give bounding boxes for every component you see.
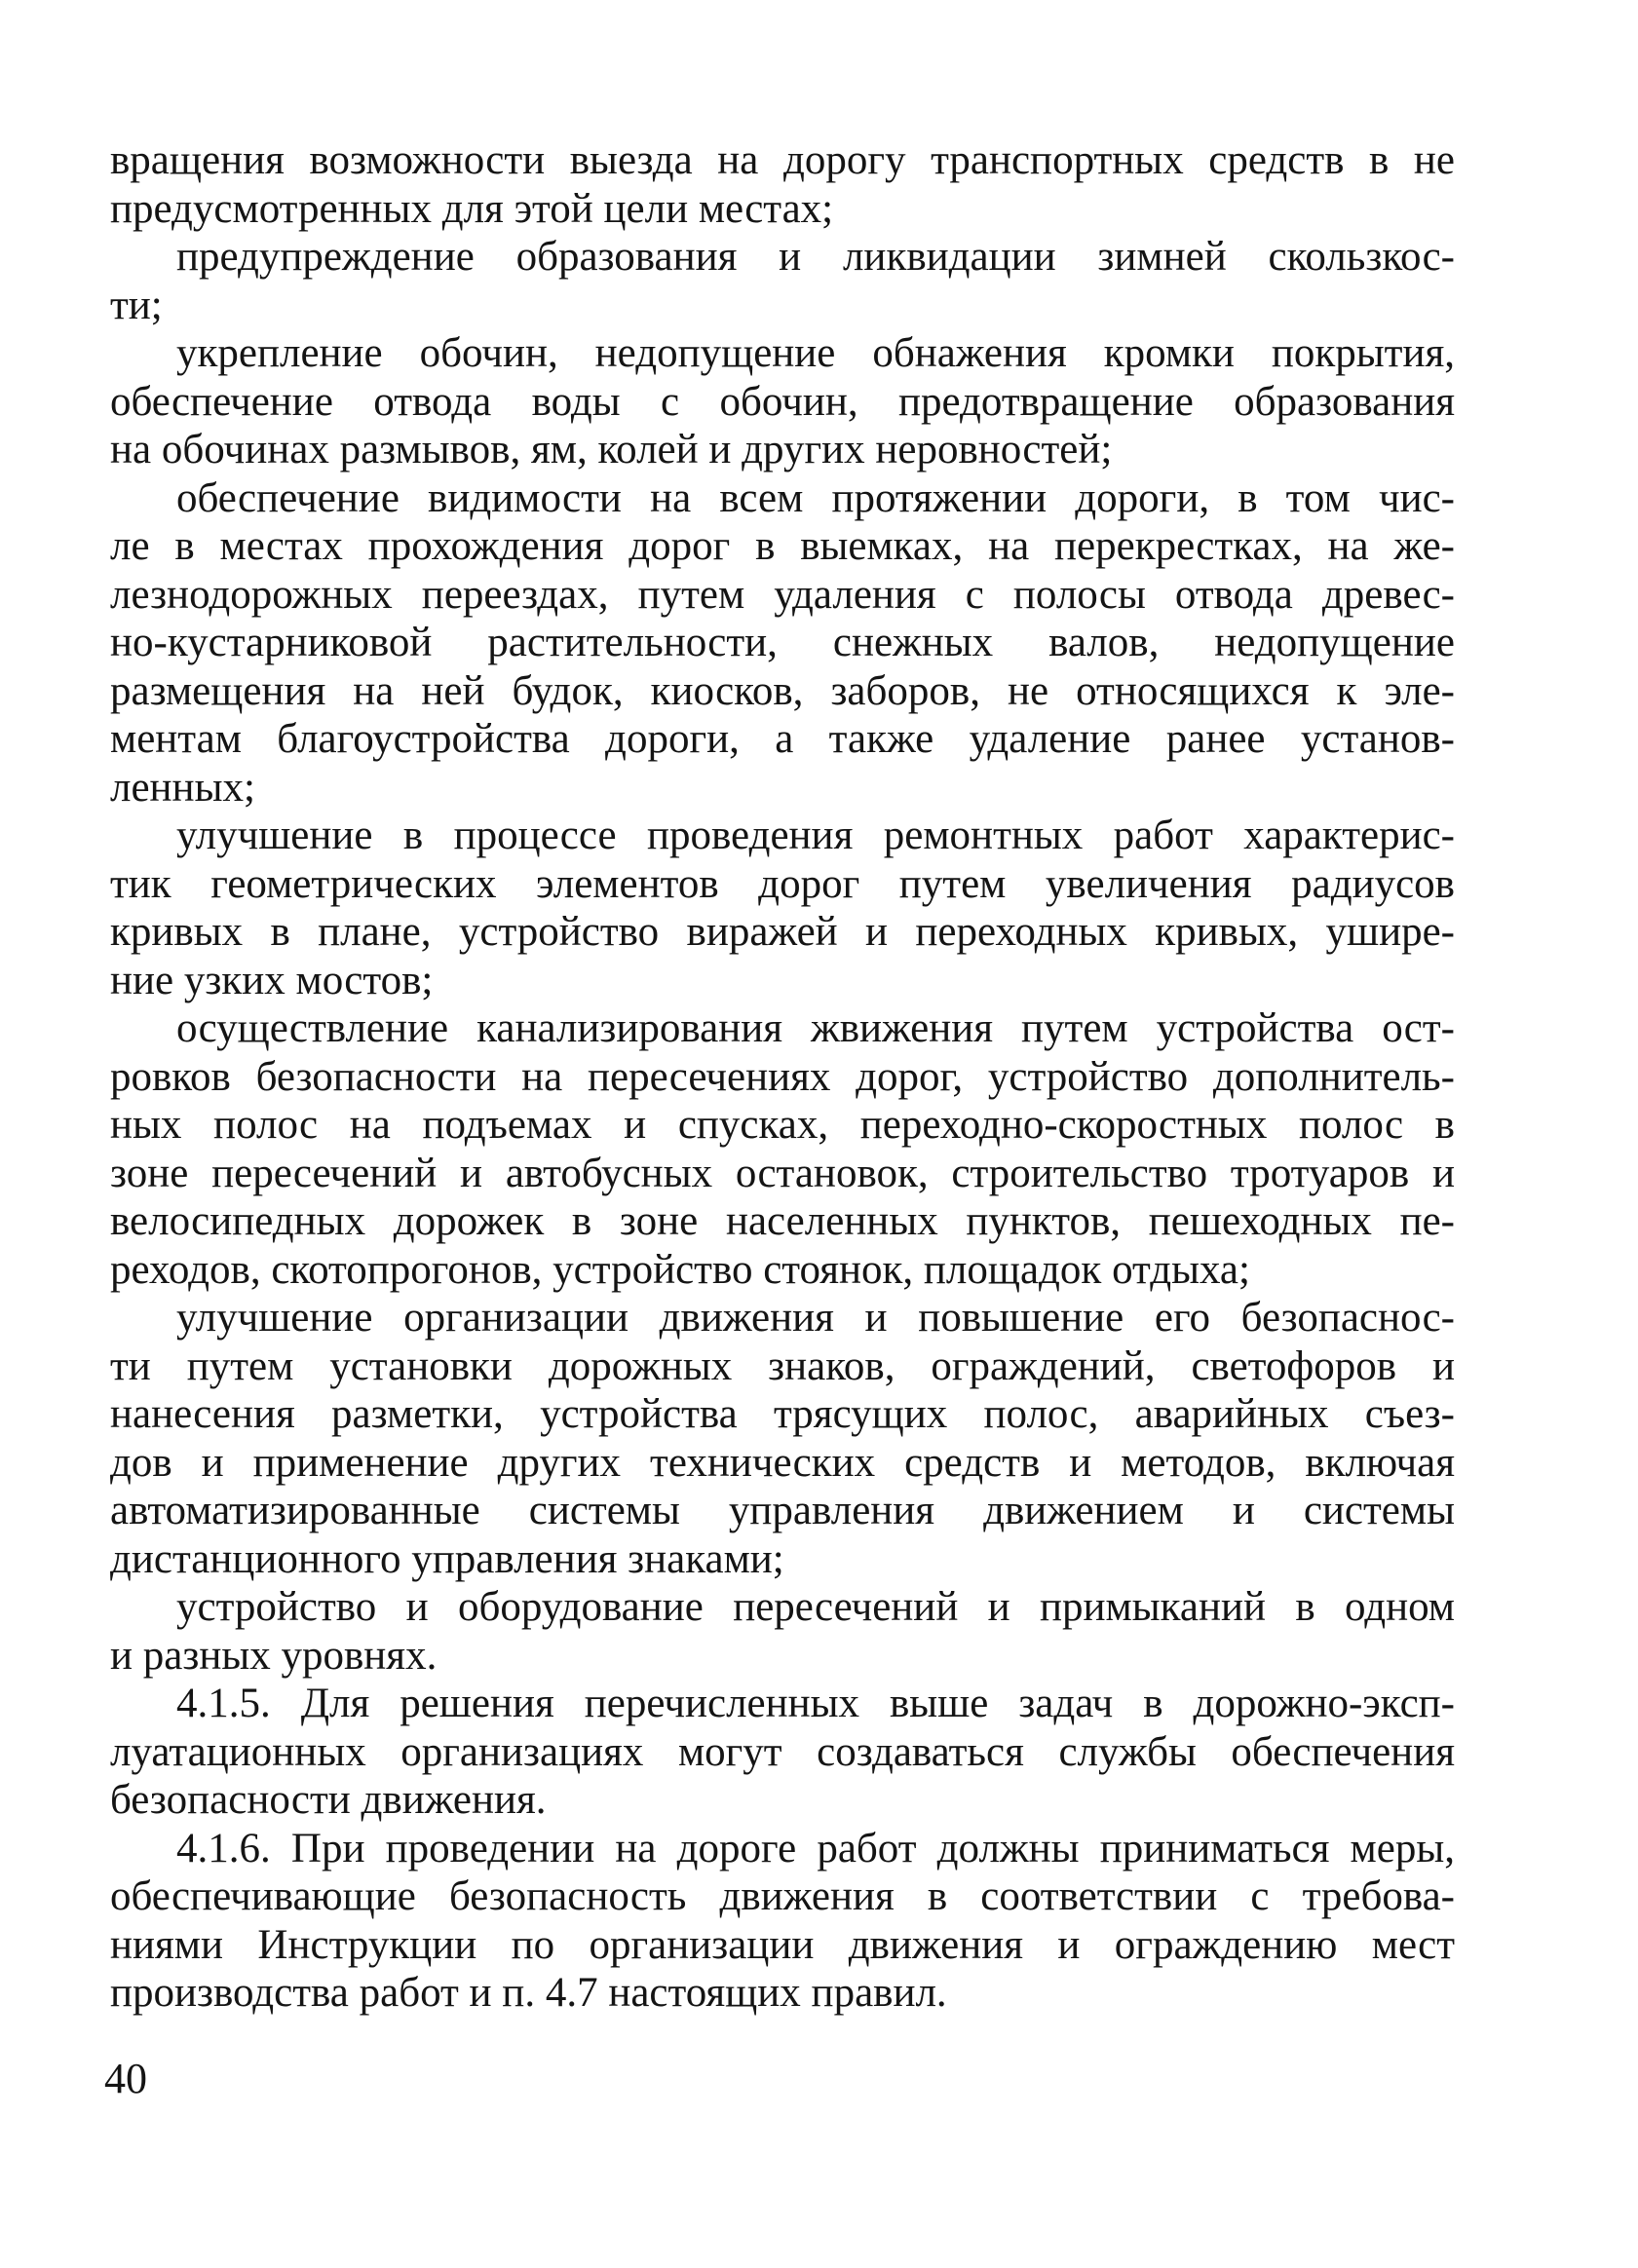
text-line: производства работ и п. 4.7 настоящих правил. xyxy=(110,1970,947,2016)
text-line: улучшение в процессе проведения ремонтных работ характерис- xyxy=(176,813,1455,858)
text-line: нанесения разметки, устройства трясущих полос, аварийных съез- xyxy=(110,1391,1455,1437)
text-line: обеспечение видимости на всем протяжении дороги, в том чис- xyxy=(176,474,1455,521)
page-body-text xyxy=(110,136,1455,2018)
text-line: кривых в плане, устройство виражей и переходных кривых, ушире- xyxy=(110,909,1455,955)
text-line: ти путем установки дорожных знаков, ограждений, светофоров и xyxy=(110,1342,1455,1389)
text-line: зоне пересечений и автобусных остановок, строительство тротуаров и xyxy=(110,1150,1455,1196)
text-line: вращения возможности выезда на дорогу транспортных средств в не xyxy=(110,137,1455,183)
text-line: предупреждение образования и ликвидации зимней скользкос- xyxy=(176,234,1455,280)
text-line: и разных уровнях. xyxy=(110,1632,438,1679)
text-line: укрепление обочин, недопущение обнажения кромки покрытия, xyxy=(176,330,1455,376)
text-line: осуществление канализирования жвижения путем устройства ост- xyxy=(176,1005,1455,1051)
text-line: безопасности движения. xyxy=(110,1777,547,1823)
text-line: 4.1.5. Для решения перечисленных выше задач в дорожно-эксп- xyxy=(176,1681,1455,1726)
text-line: ных полос на подъемах и спусках, переходно-скоростных полос в xyxy=(110,1102,1455,1148)
text-line: предусмотренных для этой цели местах; xyxy=(110,185,834,232)
text-line: устройство и оборудование пересечений и примыканий в одном xyxy=(176,1584,1455,1630)
text-line: ле в местах прохождения дорог в выемках, на перекрестках, на же- xyxy=(110,523,1455,569)
text-line: ниями Инструкции по организации движения и ограждению мест xyxy=(110,1921,1455,1968)
text-line: луатационных организациях могут создаваться службы обеспечения xyxy=(110,1728,1455,1775)
text-line: размещения на ней будок, киосков, заборов, не относящихся к эле- xyxy=(110,667,1455,714)
text-line: ментам благоустройства дороги, а также удаление ранее установ- xyxy=(110,716,1455,762)
text-line: но-кустарниковой растительности, снежных валов, недопущение xyxy=(110,620,1455,665)
text-line: ленных; xyxy=(110,764,255,811)
text-line: ти; xyxy=(110,282,163,328)
text-line: обеспечение отвода воды с обочин, предотвращение образования xyxy=(110,378,1455,425)
text-line: лезнодорожных переездах, путем удаления с полосы отвода древес- xyxy=(110,571,1455,618)
page-number: 40 xyxy=(104,2055,147,2102)
text-line: реходов, скотопрогонов, устройство стоянок, площадок отдыха; xyxy=(110,1246,1250,1293)
text-line: ние узких мостов; xyxy=(110,957,434,1003)
text-line: дов и применение других технических средств и методов, включая xyxy=(110,1439,1455,1486)
text-line: тик геометрических элементов дорог путем увеличения радиусов xyxy=(110,860,1455,907)
text-line: велосипедных дорожек в зоне населенных пунктов, пешеходных пе- xyxy=(110,1198,1455,1244)
text-line: 4.1.6. При проведении на дороге работ должны приниматься меры, xyxy=(176,1825,1455,1871)
text-line: ровков безопасности на пересечениях дорог, устройство дополнитель- xyxy=(110,1053,1455,1100)
text-line: на обочинах размывов, ям, колей и других неровностей; xyxy=(110,427,1113,472)
text-line: автоматизированные системы управления движением и системы xyxy=(110,1488,1455,1533)
text-line: улучшение организации движения и повышение его безопаснос- xyxy=(176,1295,1455,1341)
text-line: обеспечивающие безопасность движения в соответствии с требова- xyxy=(110,1873,1455,1919)
text-line: дистанционного управления знаками; xyxy=(110,1535,784,1582)
